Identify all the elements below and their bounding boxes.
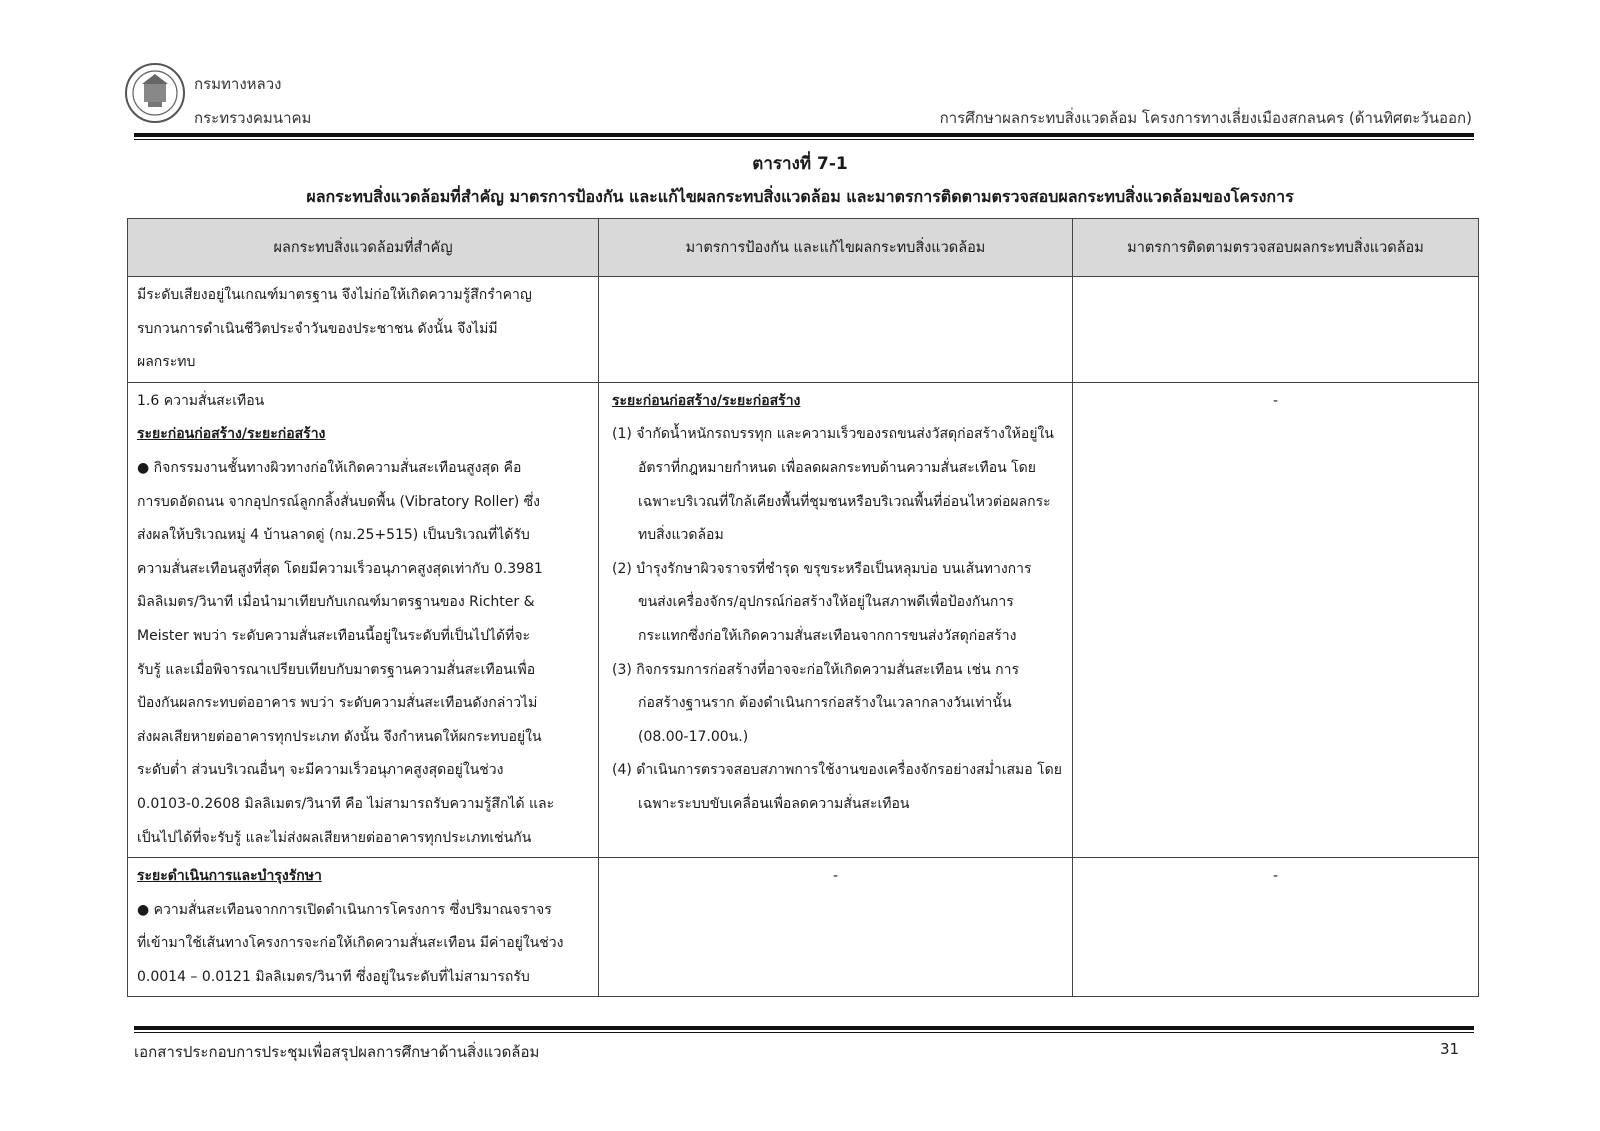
header-rule-thin	[134, 139, 1474, 140]
measure-item: (2) บำรุงรักษาผิวจราจรที่ชำรุด ขรุขระหรือเป็นหลุมบ่อ บนเส้นทางการขนส่งเครื่องจักร/อุปกรณ์ก่อสร้างให้อยู่ในสภาพดีเพื่อป้องกันการกระแทกซึ่งก่อให้เกิดความสั่นสะเทือนจากการขนส่งวัสดุก่อสร้าง	[612, 560, 1032, 644]
footer-document-title: เอกสารประกอบการประชุมเพื่อสรุปผลการศึกษาด้านสิ่งแวดล้อม	[134, 1043, 540, 1061]
measure-item: (4) ดำเนินการตรวจสอบสภาพการใช้งานของเครื่องจักรอย่างสม่ำเสมอ โดยเฉพาะระบบขับเคลื่อนเพื่อลดความสั่นสะเทือน	[612, 762, 1062, 812]
measure-item: (1) จำกัดน้ำหนักรถบรรทุก และความเร็วของรถขนส่งวัสดุก่อสร้างให้อยู่ในอัตราที่กฎหมายกำหนด เพื่อลดผลกระทบด้านความสั่นสะเทือน โดยเฉพาะบริเวณที่ใกล้เคียงพื้นที่ชุมชนหรือบริเวณพื้นที่อ่อนไหวต่อผลกระทบสิ่งแวดล้อม	[612, 426, 1054, 544]
impact-table	[127, 218, 1479, 997]
monitoring-cell: -	[1073, 382, 1479, 857]
impact-cell: ระยะดำเนินการและบำรุงรักษา ● ความสั่นสะเทือนจากการเปิดดำเนินการโครงการ ซึ่งปริมาณจราจร ที่เข้ามาใช้เส้นทางโครงการจะก่อให้เกิดความสั่นสะเทือน มีค่าอยู่ในช่วง 0.0014 – 0.0121 มิลลิเมตร/วินาที ซึ่งอยู่ในระดับที่ไม่สามารถรับ	[128, 858, 599, 997]
page-number: 31	[1440, 1040, 1460, 1058]
table-number: ตารางที่ 7-1	[752, 154, 848, 174]
header-rule	[134, 133, 1474, 137]
measures-cell	[599, 277, 1073, 383]
measures-cell	[599, 382, 1073, 857]
phase-heading: ระยะดำเนินการและบำรุงรักษา	[137, 868, 322, 885]
monitoring-cell	[1073, 277, 1479, 383]
phase-heading: ระยะก่อนก่อสร้าง/ระยะก่อสร้าง	[612, 392, 801, 409]
table-header-row	[128, 219, 1479, 277]
department-name: กรมทางหลวง	[194, 75, 282, 93]
table-title: ผลกระทบสิ่งแวดล้อมที่สำคัญ มาตรการป้องกัน และแก้ไขผลกระทบสิ่งแวดล้อม และมาตรการติดตามตรวจสอบผลกระทบสิ่งแวดล้อมของโครงการ	[306, 187, 1294, 206]
monitoring-cell: -	[1073, 858, 1479, 997]
measure-item: (3) กิจกรรมการก่อสร้างที่อาจจะก่อให้เกิดความสั่นสะเทือน เช่น การก่อสร้างฐานราก ต้องดำเนินการก่อสร้างในเวลากลางวันเท่านั้น (08.00-17.00น.)	[612, 661, 1020, 745]
ministry-name: กระทรวงคมนาคม	[194, 109, 312, 127]
column-header-monitoring: มาตรการติดตามตรวจสอบผลกระทบสิ่งแวดล้อม	[1073, 219, 1479, 277]
table-row	[128, 858, 1479, 997]
project-title: การศึกษาผลกระทบสิ่งแวดล้อม โครงการทางเลี่ยงเมืองสกลนคร (ด้านทิศตะวันออก)	[939, 109, 1472, 127]
phase-heading: ระยะก่อนก่อสร้าง/ระยะก่อสร้าง	[137, 426, 326, 443]
footer-rule	[134, 1026, 1474, 1030]
department-seal-icon	[124, 62, 186, 124]
column-header-impact: ผลกระทบสิ่งแวดล้อมที่สำคัญ	[128, 219, 599, 277]
table-row	[128, 382, 1479, 857]
impact-cell: มีระดับเสียงอยู่ในเกณฑ์มาตรฐาน จึงไม่ก่อให้เกิดความรู้สึกรำคาญ รบกวนการดำเนินชีวิตประจำวันของประชาชน ดังนั้น จึงไม่มี ผลกระทบ	[128, 277, 599, 383]
impact-cell: 1.6 ความสั่นสะเทือน ระยะก่อนก่อสร้าง/ระยะก่อสร้าง ● กิจกรรมงานชั้นทางผิวทางก่อให้เกิดความสั่นสะเทือนสูงสุด คือ การบดอัดถนน จากอุปกรณ์ลูกกลิ้งสั่นบดพื้น (Vibratory Roller) ซึ่ง ส่งผลให้บริเวณหมู่ 4 บ้านลาดดู่ (กม.25+515) เป็นบริเวณที่ได้รับ ความสั่นสะเทือนสูงที่สุด โดยมีความเร็วอนุภาคสูงสุดเท่ากับ 0.3981 มิลลิเมตร/วินาที เมื่อนำมาเทียบกับเกณฑ์มาตรฐานของ Richter & Meister พบว่า ระดับความสั่นสะเทือนนี้อยู่ในระดับที่เป็นไปได้ที่จะ รับรู้ และเมื่อพิจารณาเปรียบเทียบกับมาตรฐานความสั่นสะเทือนเพื่อ ป้องกันผลกระทบต่ออาคาร พบว่า ระดับความสั่นสะเทือนดังกล่าวไม่ ส่งผลเสียหายต่ออาคารทุกประเภท ดังนั้น จึงกำหนดให้ผกระทบอยู่ใน ระดับต่ำ ส่วนบริเวณอื่นๆ จะมีความเร็วอนุภาคสูงสุดอยู่ในช่วง 0.0103-0.2608 มิลลิเมตร/วินาที คือ ไม่สามารถรับความรู้สึกได้ และ เป็นไปได้ที่จะรับรู้ และไม่ส่งผลเสียหายต่ออาคารทุกประเภทเช่นกัน	[128, 382, 599, 857]
measures-cell: -	[599, 858, 1073, 997]
footer-rule-thin	[134, 1032, 1474, 1033]
section-heading: 1.6 ความสั่นสะเทือน	[137, 392, 265, 409]
column-header-measures: มาตรการป้องกัน และแก้ไขผลกระทบสิ่งแวดล้อม	[599, 219, 1073, 277]
table-row	[128, 277, 1479, 383]
